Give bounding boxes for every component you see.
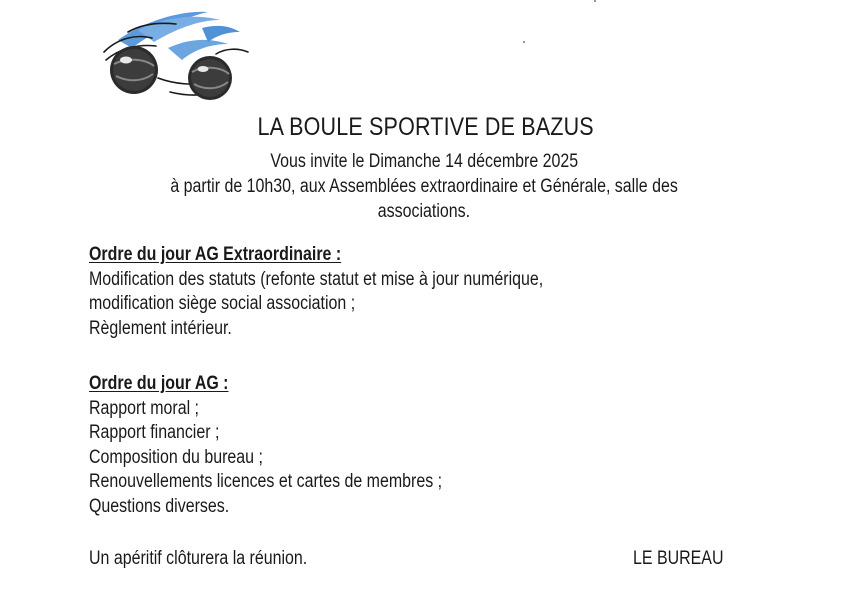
page-title: LA BOULE SPORTIVE DE BAZUS — [257, 113, 594, 141]
invite-line-venue — [0, 200, 848, 224]
scan-speck — [594, 0, 596, 2]
agenda-item: Rapport moral ; — [89, 397, 200, 419]
invite-line-time-place — [0, 175, 848, 199]
agenda-item: modification siège social association ; — [89, 293, 356, 314]
petanque-boules-icon — [98, 8, 280, 106]
invite-line-time-place-text: à partir de 10h30, aux Assemblées extraordinaire et Générale, salle des — [170, 176, 678, 197]
invite-line-venue-text: associations. — [377, 201, 471, 222]
signature: LE BUREAU — [633, 548, 724, 569]
agenda-item: Composition du bureau ; — [89, 446, 263, 468]
agenda-item: Rapport financier ; — [89, 422, 220, 443]
agenda-item: Questions diverses. — [89, 495, 230, 517]
scan-speck — [523, 41, 525, 43]
agenda-item: Règlement intérieur. — [89, 317, 232, 339]
agenda-item: Renouvellements licences et cartes de membres ; — [89, 471, 443, 492]
invite-line-date-text: Vous invite le Dimanche 14 décembre 2025 — [270, 151, 578, 172]
agenda-general-section — [89, 372, 509, 519]
boule-left — [110, 46, 158, 94]
agenda-item: Modification des statuts (refonte statut et mise à jour numérique, — [89, 268, 544, 290]
agenda-extraordinary-heading: Ordre du jour AG Extraordinaire : — [89, 244, 342, 265]
closing-note: Un apéritif clôturera la réunion. — [89, 548, 308, 569]
agenda-extraordinary-section — [89, 243, 630, 341]
agenda-general-heading: Ordre du jour AG : — [89, 373, 229, 394]
boule-right — [188, 56, 232, 100]
invite-line-date — [0, 150, 848, 174]
